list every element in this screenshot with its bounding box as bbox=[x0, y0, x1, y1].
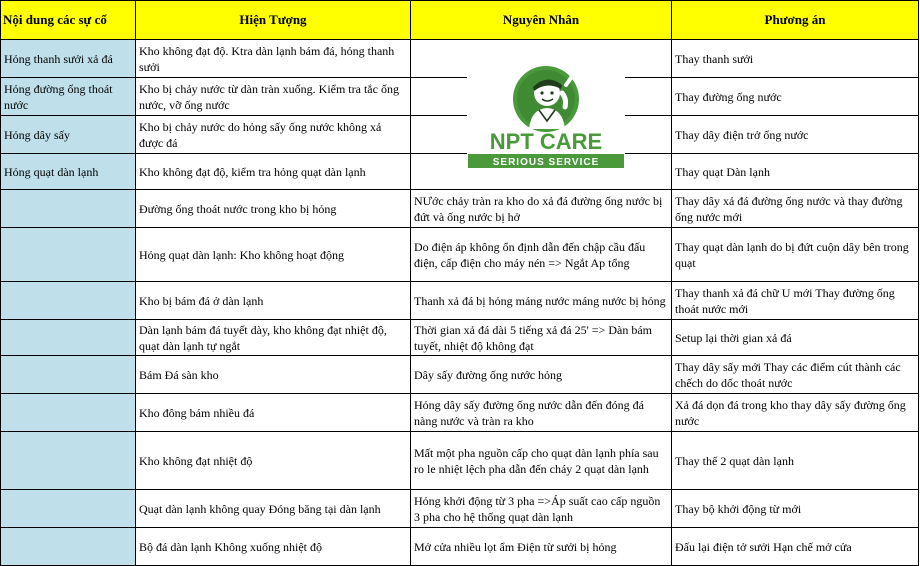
symptom-cell: Kho bị bám đá ở dàn lạnh bbox=[136, 282, 411, 320]
cause-cell: NƯớc chảy tràn ra kho do xả đá đường ống nước bị đứt và ống nước bị hở bbox=[411, 190, 672, 228]
cause-cell: Mở cửa nhiều lọt ẩm Điện từ sưởi bị hỏng bbox=[411, 528, 672, 566]
table-row bbox=[1, 116, 919, 154]
header-row bbox=[1, 1, 919, 40]
incident-cell bbox=[1, 394, 136, 432]
symptom-cell: Hỏng quạt dàn lạnh: Kho không hoạt động bbox=[136, 228, 411, 282]
cause-cell: Thời gian xả đá dài 5 tiếng xả đá 25' => Dàn bám tuyết, nhiệt độ không đạt bbox=[411, 320, 672, 356]
table-row bbox=[1, 432, 919, 490]
table-row bbox=[1, 228, 919, 282]
solution-cell: Thay quạt Dàn lạnh bbox=[672, 154, 919, 190]
header-incident: Nội dung các sự cố bbox=[1, 1, 136, 40]
table-row bbox=[1, 78, 919, 116]
symptom-cell: Đường ống thoát nước trong kho bị hỏng bbox=[136, 190, 411, 228]
header-symptom: Hiện Tượng bbox=[136, 1, 411, 40]
header-cause: Nguyên Nhân bbox=[411, 1, 672, 40]
symptom-cell: Bộ đá dàn lạnh Không xuống nhiệt độ bbox=[136, 528, 411, 566]
incident-cell bbox=[1, 190, 136, 228]
incident-cell bbox=[1, 490, 136, 528]
symptom-cell: Quạt dàn lạnh không quay Đóng băng tại dàn lạnh bbox=[136, 490, 411, 528]
incident-cell bbox=[1, 356, 136, 394]
symptom-cell: Kho bị chảy nước từ dàn tràn xuống. Kiểm tra tắc ống nước, vỡ ống nước bbox=[136, 78, 411, 116]
solution-cell: Thay quạt dàn lạnh do bị đứt cuộn dây bên trong quạt bbox=[672, 228, 919, 282]
solution-cell: Setup lại thời gian xả đá bbox=[672, 320, 919, 356]
logo-tagline: SERIOUS SERVICE bbox=[492, 157, 600, 168]
table-row bbox=[1, 40, 919, 78]
symptom-cell: Kho không đạt nhiệt độ bbox=[136, 432, 411, 490]
table-row bbox=[1, 490, 919, 528]
symptom-cell: Kho đông bám nhiều đá bbox=[136, 394, 411, 432]
incident-cell bbox=[1, 228, 136, 282]
symptom-cell: Bám Đá sàn kho bbox=[136, 356, 411, 394]
cause-cell: Dây sấy đường ống nước hỏng bbox=[411, 356, 672, 394]
logo-brand: NPT CARE bbox=[489, 129, 603, 154]
header-solution: Phương án bbox=[672, 1, 919, 40]
solution-cell: Thay dây sấy mới Thay các điểm cút thành các chếch do dốc thoát nước bbox=[672, 356, 919, 394]
incident-cell: Hỏng đường ống thoát nước bbox=[1, 78, 136, 116]
table-row bbox=[1, 282, 919, 320]
npt-care-logo bbox=[467, 63, 625, 169]
incident-cell bbox=[1, 432, 136, 490]
cause-cell: Hỏng dây sấy đường ống nước dẫn đến đóng đá nàng nước và tràn ra kho bbox=[411, 394, 672, 432]
table-row bbox=[1, 394, 919, 432]
solution-cell: Thay thanh sưởi bbox=[672, 40, 919, 78]
solution-cell: Xả đá dọn đá trong kho thay dây sấy đường ống nước bbox=[672, 394, 919, 432]
cause-cell: Do điện áp không ổn định dẫn đến chập cầu đấu điện, cấp điện cho máy nén => Ngắt Ap tổng bbox=[411, 228, 672, 282]
symptom-cell: Kho không đạt độ. Ktra dàn lạnh bám đá, hỏng thanh sưởi bbox=[136, 40, 411, 78]
solution-cell: Thay đường ống nước bbox=[672, 78, 919, 116]
solution-cell: Đấu lại điện tở sưởi Hạn chế mở cửa bbox=[672, 528, 919, 566]
mascot-icon bbox=[467, 63, 625, 169]
symptom-cell: Kho bị chảy nước do hỏng sấy ống nước không xả được đá bbox=[136, 116, 411, 154]
incident-cell: Hỏng thanh sưởi xả đá bbox=[1, 40, 136, 78]
cause-cell: Hỏng khởi động từ 3 pha =>Áp suất cao cấp nguồn 3 pha cho hệ thống quạt dàn lạnh bbox=[411, 490, 672, 528]
symptom-cell: Dàn lạnh bám đá tuyết dày, kho không đạt nhiệt độ, quạt dàn lạnh tự ngắt bbox=[136, 320, 411, 356]
solution-cell: Thay dây điện trở ống nước bbox=[672, 116, 919, 154]
table-row bbox=[1, 356, 919, 394]
solution-cell: Thay thanh xả đá chữ U mới Thay đường ống thoát nước mới bbox=[672, 282, 919, 320]
incident-cell bbox=[1, 320, 136, 356]
table-row bbox=[1, 154, 919, 190]
cause-cell: Thanh xả đá bị hỏng máng nước máng nước bị hỏng bbox=[411, 282, 672, 320]
incident-cell: Hỏng quạt dàn lạnh bbox=[1, 154, 136, 190]
cause-cell: Mất một pha nguồn cấp cho quạt dàn lạnh phía sau ro le nhiệt lệch pha dẫn đến cháy 2 quạt dàn lạnh bbox=[411, 432, 672, 490]
solution-cell: Thay bộ khởi động từ mới bbox=[672, 490, 919, 528]
incident-cell: Hỏng dây sấy bbox=[1, 116, 136, 154]
symptom-cell: Kho không đạt độ, kiểm tra hỏng quạt dàn lạnh bbox=[136, 154, 411, 190]
solution-cell: Thay dây xả đá đường ống nước và thay đường ống nước mới bbox=[672, 190, 919, 228]
table-row bbox=[1, 190, 919, 228]
table-row bbox=[1, 320, 919, 356]
solution-cell: Thay thế 2 quạt dàn lạnh bbox=[672, 432, 919, 490]
incident-cell bbox=[1, 282, 136, 320]
